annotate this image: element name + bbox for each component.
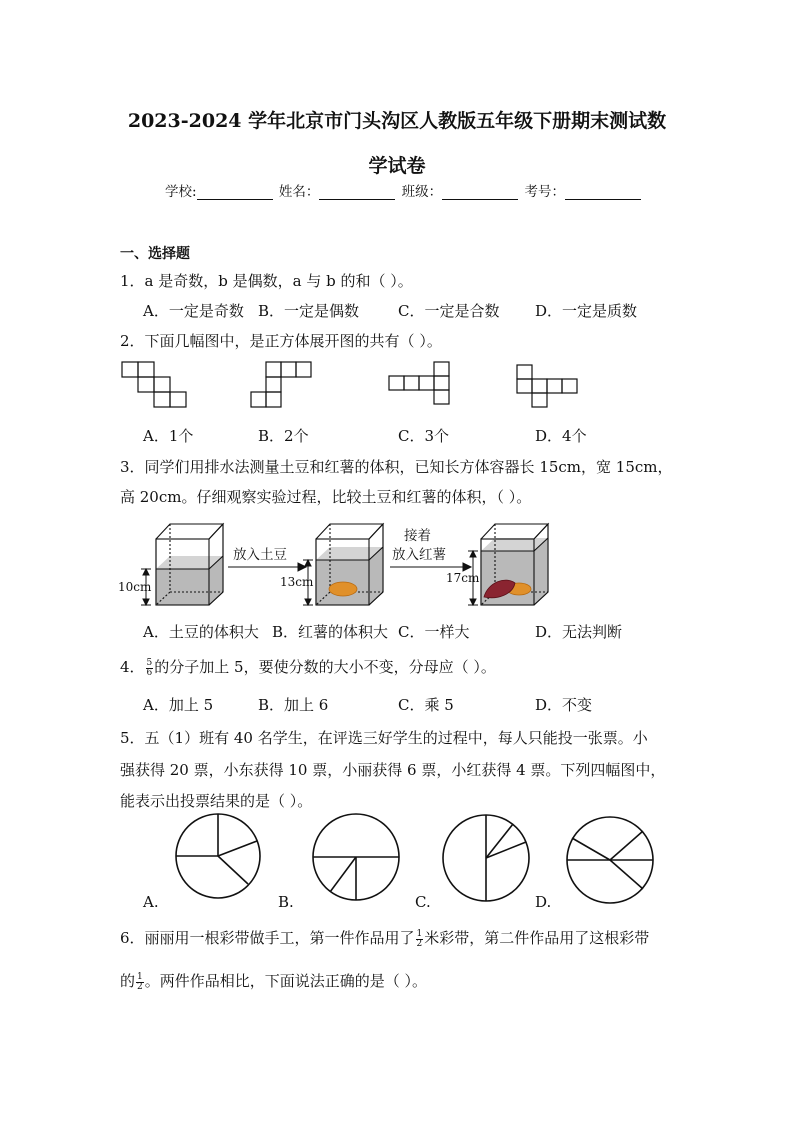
q6-frac1-num: 1 [416,928,423,939]
q6-line1-a: 6．丽丽用一根彩带做手工，第一件作品用了 [120,929,415,947]
pie-a [176,814,260,898]
cube-net-2 [251,362,311,407]
q5-option-c: C. [415,893,431,911]
question-3-line1: 3．同学们用排水法测量土豆和红薯的体积，已知长方体容器长 15cm，宽 15cm， [120,458,673,476]
q2-option-d: D．4个 [535,427,587,445]
cube-net-1 [122,362,186,407]
cube-net-4 [517,365,577,407]
pie-d [567,817,653,903]
q4-fraction [146,659,154,678]
q1-option-b: B．一定是偶数 [258,302,360,320]
exam-title-line2: 学试卷 [368,155,426,177]
q1-option-a: A．一定是奇数 [143,302,244,320]
cube-net-3 [389,362,449,404]
q4-option-b: B．加上 6 [258,696,329,714]
q1-option-c: C．一定是合数 [398,302,500,320]
exam-title-line1: 2023-2024 学年北京市门头沟区人教版五年级下册期末测试数 [127,110,667,132]
q2-option-b: B．2个 [258,427,309,445]
arrow-label-2-bottom: 放入红薯 [392,547,446,563]
q6-frac2-num: 1 [137,971,143,982]
fig-label-17cm: 17cm [446,571,480,585]
q4-option-c: C．乘 5 [398,696,454,714]
q1-option-d: D．一定是质数 [535,302,638,320]
q4-prefix: 4． [120,658,145,676]
q4-option-a: A．加上 5 [143,696,214,714]
question-5-line2: 强获得 20 票，小东获得 10 票，小丽获得 6 票，小红获得 4 票。下列四幅图中， [120,761,666,779]
q6-fraction-1 [416,930,424,949]
q6-line2-b: 。两件作品相比，下面说法正确的是（ ）。 [144,972,428,990]
container-2 [316,524,383,605]
q4-option-d: D．不变 [535,696,593,714]
q6-frac2-den: 2 [137,981,143,992]
question-6-line2 [120,970,427,992]
question-4 [120,656,496,678]
class-label: 班级： [401,184,443,200]
q5-option-a: A. [143,893,159,911]
section-heading: 一、选择题 [120,246,190,262]
name-label: 姓名： [278,184,320,200]
question-5-line1: 5．五（1）班有 40 名学生，在评选三好学生的过程中，每人只能投一张票。小 [120,729,648,747]
school-label: 学校: [165,184,197,200]
question-3-line2: 高 20cm。仔细观察实验过程，比较土豆和红薯的体积，（ ）。 [120,488,532,506]
q3-option-a: A．土豆的体积大 [143,623,259,641]
q5-option-b: B. [278,893,294,911]
potato [329,582,357,596]
q3-option-d: D．无法判断 [535,623,623,641]
arrow-label-1: 放入土豆 [233,547,287,563]
q3-option-c: C．一样大 [398,623,470,641]
question-1: 1．a 是奇数，b 是偶数，a 与 b 的和（ ）。 [120,272,413,290]
number-label: 考号： [524,184,565,200]
q2-option-c: C．3个 [398,427,450,445]
question-6-line1 [120,927,649,949]
question-2: 2．下面几幅图中，是正方体展开图的共有（ ）。 [120,332,442,350]
container-1 [156,524,223,605]
q3-option-b: B．红薯的体积大 [272,623,389,641]
fig-label-13cm: 13cm [280,575,314,589]
q4-text: 的分子加上 5，要使分数的大小不变，分母应（ ）。 [154,658,496,676]
fig-label-10cm: 10cm [118,580,152,594]
q2-option-a: A．1个 [143,427,194,445]
q5-option-d: D. [535,893,552,911]
q4-frac-den: 6 [146,667,153,678]
question-5-line3: 能表示出投票结果的是（ ）。 [120,792,313,810]
container-3 [481,524,548,605]
q6-line1-b: 米彩带，第二件作品用了这根彩带 [424,929,650,947]
pie-b [313,814,399,900]
pie-c [443,815,529,901]
q6-frac1-den: 2 [416,938,423,949]
arrow-label-2-top: 接着 [404,528,431,544]
pie-charts [176,814,653,903]
q4-frac-num: 5 [146,657,153,668]
q6-fraction-2 [136,973,144,992]
q6-line2-a: 的 [120,972,136,990]
